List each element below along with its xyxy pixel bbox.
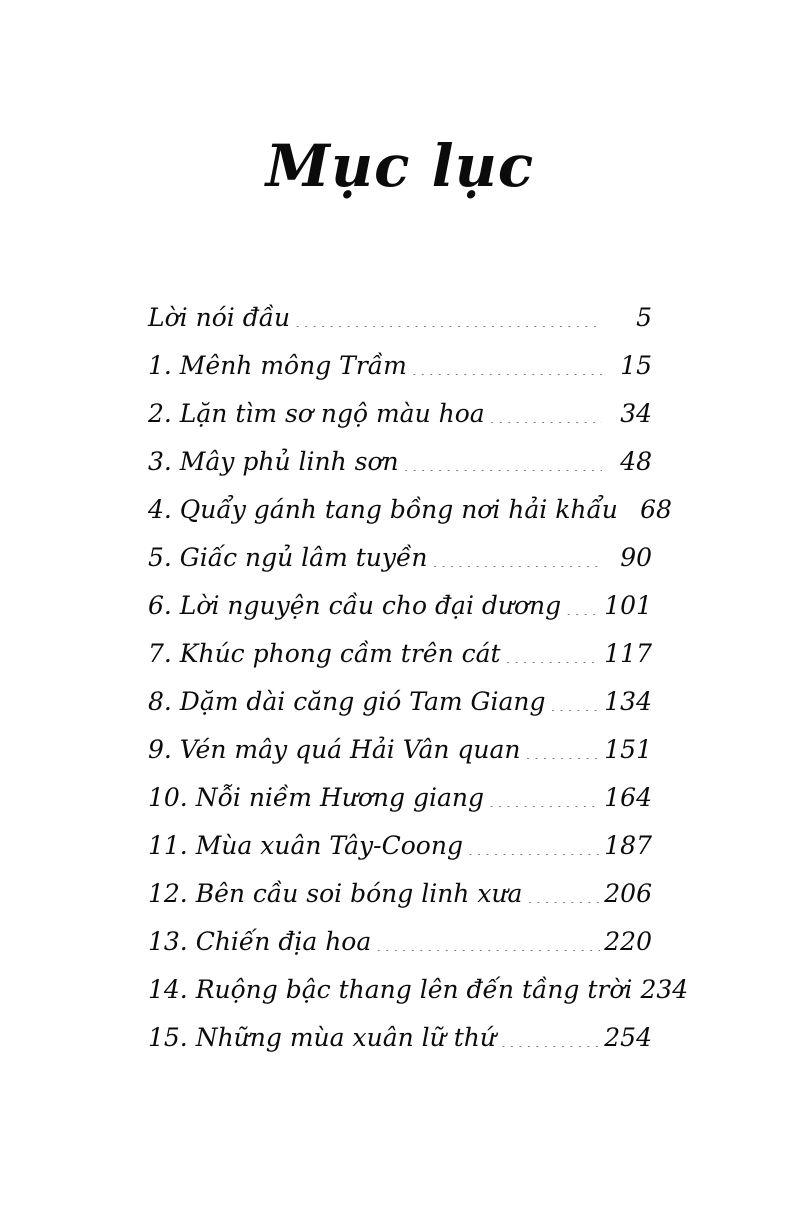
toc-entry-page: 117 [604,639,652,668]
toc-leader-dots [526,883,600,903]
toc-entry-page: 187 [604,831,652,860]
toc-entry[interactable] [148,717,652,765]
toc-entry-page: 134 [604,687,652,716]
toc-entry[interactable] [148,765,652,813]
toc-entry-page: 234 [640,975,689,1004]
toc-entry[interactable] [148,429,652,477]
toc-entry-label: 15. Những mùa xuân lữ thứ [148,1023,496,1052]
toc-leader-dots [488,787,600,807]
table-of-contents [148,285,689,1053]
toc-entry-page: 164 [604,783,652,812]
toc-entry[interactable] [148,285,652,333]
toc-leader-dots [549,691,600,711]
toc-entry-label: 8. Dặm dài căng gió Tam Giang [148,687,546,716]
toc-entry-page: 48 [620,447,652,476]
toc-entry[interactable] [148,957,689,1005]
toc-entry-label: 9. Vén mây quá Hải Vân quan [148,735,521,764]
toc-entry-label: 6. Lời nguyện cầu cho đại dương [148,591,562,620]
toc-entry[interactable] [148,909,652,957]
toc-entry-page: 206 [604,879,652,908]
toc-leader-dots [294,307,602,327]
toc-leader-dots [411,355,602,375]
toc-entry-page: 151 [604,735,652,764]
toc-entry[interactable] [148,1005,652,1053]
toc-entry-page: 15 [620,351,652,380]
toc-leader-dots [432,547,603,567]
toc-entry[interactable] [148,813,652,861]
toc-entry-label: 1. Mênh mông Trầm [148,351,407,380]
toc-entry-page: 254 [604,1023,652,1052]
toc-entry-page: 220 [604,927,652,956]
toc-entry-label: 3. Mây phủ linh sơn [148,447,399,476]
toc-entry-label: 11. Mùa xuân Tây-Coong [148,831,463,860]
toc-entry-label: Lời nói đầu [148,303,291,332]
toc-leader-dots [565,595,600,615]
toc-leader-dots [505,643,601,663]
toc-leader-dots [489,403,602,423]
toc-leader-dots [375,931,600,951]
toc-entry-page: 90 [620,543,652,572]
toc-entry[interactable] [148,333,652,381]
toc-entry[interactable] [148,477,672,525]
toc-entry-page: 34 [620,399,652,428]
toc-entry-page: 68 [640,495,672,524]
page-title: Mục lục [265,132,535,200]
toc-entry-label: 4. Quẩy gánh tang bồng nơi hải khẩu [148,495,618,524]
toc-entry[interactable] [148,525,652,573]
toc-entry-page: 5 [636,303,652,332]
toc-leader-dots [500,1027,600,1047]
toc-entry-label: 13. Chiến địa hoa [148,927,372,956]
toc-entry-label: 14. Ruộng bậc thang lên đến tầng trời [148,975,633,1004]
toc-entry[interactable] [148,861,652,909]
toc-entry-page: 101 [604,591,652,620]
toc-entry[interactable] [148,573,652,621]
toc-entry[interactable] [148,669,652,717]
toc-entry-label: 7. Khúc phong cầm trên cát [148,639,501,668]
toc-leader-dots [403,451,602,471]
toc-leader-dots [525,739,601,759]
toc-leader-dots [467,835,600,855]
toc-entry[interactable] [148,381,652,429]
toc-entry-label: 5. Giấc ngủ lâm tuyền [148,543,428,572]
toc-entry-label: 2. Lặn tìm sơ ngộ màu hoa [148,399,485,428]
toc-entry-label: 12. Bên cầu soi bóng linh xưa [148,879,523,908]
toc-entry[interactable] [148,621,652,669]
toc-entry-label: 10. Nỗi niềm Hương giang [148,783,484,812]
